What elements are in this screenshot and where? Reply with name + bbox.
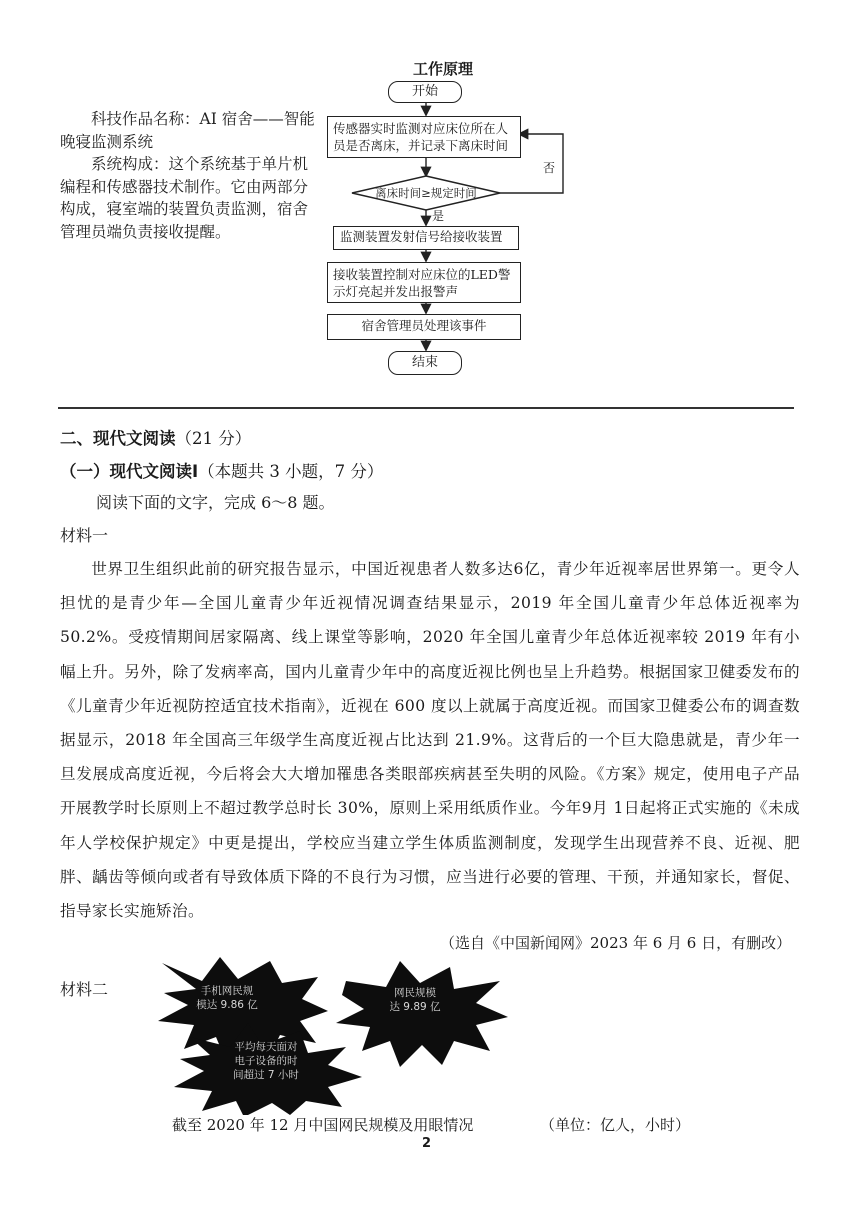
flowchart-start: 开始 [388, 81, 462, 103]
sub-heading [60, 458, 383, 482]
burst-screen-time-line1: 平均每天面对 [234, 1041, 298, 1053]
burst-screen-time-line3: 间超过 7 小时 [233, 1069, 299, 1081]
burst-screen-time-line2: 电子设备的时 [234, 1055, 298, 1067]
flowchart-step-admin: 宿舍管理员处理该事件 [327, 314, 521, 340]
material1-paragraph: 世界卫生组织此前的研究报告显示，中国近视患者人数多达6亿，青少年近视率居世界第一。更令人担忧的是青少年—全国儿童青少年近视情况调查结果显示，2019 年全国儿童青少年总体近视率为 50.2%。受疫情期间居家隔离、线上课堂等影响，2020 年全国儿童青少年总体近视率较 2019 年有小幅上升。另外，除了发病率高，国内儿童青少年中的高度近视比例也呈上升趋势。根据国家卫健委发布的《儿童青少年近视防控适宜技术指南》，近视在 600 度以上就属于高度近视。而国家卫健委公布的调查数据显示，2018 年全国高三年级学生高度近视占比达到 21.9%。这背后的一个巨大隐患就是，青少年一旦发展成高度近视，今后将会大大增加罹患各类眼部疾病甚至失明的风险。《方案》规定，使用电子产品开展教学时长原则上不超过教学总时长 30%，原则上采用纸质作业。今年9月 1日起将正式实施的《未成年人学校保护规定》中更是提出，学校应当建立学生体质监测制度，发现学生出现营养不良、近视、肥胖、龋齿等倾向或者有导致体质下降的不良行为习惯，应当进行必要的管理、干预，并通知家长，督促、指导家长实施矫治。 [60, 560, 800, 921]
flowchart-decision-label: 离床时间≥规定时间 [375, 186, 477, 200]
flowchart-connectors [0, 0, 860, 400]
material1-label: 材料一 [60, 526, 109, 545]
page-number: 2 [422, 1136, 432, 1151]
burst-mobile-users-line2: 模达 9.86 亿 [196, 999, 258, 1011]
burst-netizens [336, 961, 508, 1067]
burst-mobile-users-line1: 手机网民规 [200, 985, 254, 997]
flowchart-step-alarm: 接收装置控制对应床位的LED警示灯亮起并发出报警声 [327, 262, 521, 303]
flowchart-step-transmit: 监测装置发射信号给接收装置 [333, 226, 519, 250]
burst-netizens-line2: 达 9.89 亿 [389, 1001, 441, 1013]
burst-screen-time-text [226, 1040, 306, 1082]
reading-instruction: 阅读下面的文字，完成 6～8 题。 [96, 493, 335, 512]
material1-source: （选自《中国新闻网》2023 年 6 月 6 日，有删改） [440, 934, 792, 952]
section-heading-points: （21 分） [175, 429, 252, 448]
sub-heading-text: （一）现代文阅读Ⅰ [60, 462, 199, 481]
project-structure: 系统构成：这个系统基于单片机编程和传感器技术制作。它由两部分构成，寝室端的装置负责监测，宿舍管理员端负责接收提醒。 [60, 155, 309, 241]
material2-caption: 截至 2020 年 12 月中国网民规模及用眼情况 [172, 1116, 474, 1134]
material2-label: 材料二 [60, 980, 109, 999]
section-heading-text: 二、现代文阅读 [60, 429, 176, 448]
material2-unit: （单位：亿人，小时） [540, 1116, 691, 1134]
burst-mobile-users-text [192, 984, 262, 1012]
flowchart-step-monitor: 传感器实时监测对应床位所在人员是否离床，并记录下离床时间 [327, 116, 521, 158]
section-heading [60, 425, 251, 449]
flowchart-title: 工作原理 [412, 60, 473, 78]
burst-netizens-line1: 网民规模 [394, 987, 436, 999]
flowchart-end: 结束 [388, 351, 462, 375]
project-name: 科技作品名称：AI 宿舍——智能晚寝监测系统 [60, 110, 315, 151]
flowchart-no-label: 否 [543, 161, 556, 175]
burst-netizens-text [380, 986, 450, 1014]
sub-heading-note: （本题共 3 小题，7 分） [198, 462, 384, 481]
material2-burst-figure [150, 955, 530, 1115]
section-divider [58, 407, 794, 409]
flowchart-yes-label: 是 [432, 209, 445, 223]
